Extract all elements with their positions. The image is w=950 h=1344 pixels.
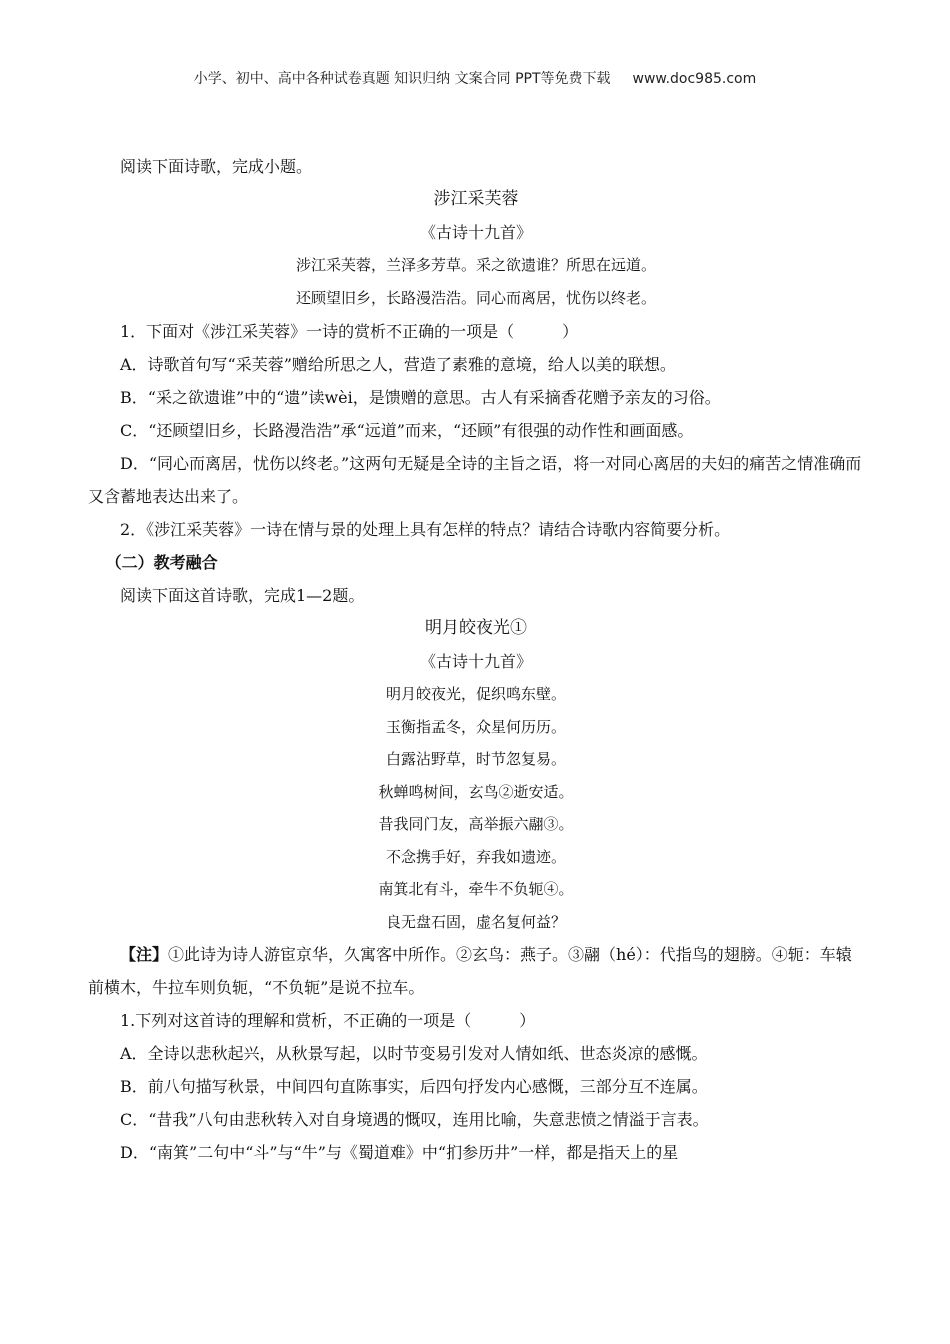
section2-option-b: B．前八句描写秋景，中间四句直陈事实，后四句抒发内心感慨，三部分互不连属。	[120, 1077, 708, 1096]
poem2-line: 明月皎夜光，促织鸣东壁。	[385, 685, 566, 703]
page-header	[0, 68, 950, 88]
section2-intro: 阅读下面这首诗歌，完成1—2题。	[120, 586, 365, 605]
section1-question-2: 2．《涉江采芙蓉》一诗在情与景的处理上具有怎样的特点？请结合诗歌内容简要分析。	[120, 520, 731, 539]
poem2-line: 南箕北有斗，牵牛不负轭④。	[378, 880, 574, 898]
poem2-line: 秋蝉鸣树间，玄鸟②逝安适。	[378, 782, 574, 801]
section2-option-c: C．“昔我”八句由悲秋转入对自身境遇的慨叹，连用比喻，失意悲愤之情溢于言表。	[120, 1110, 709, 1129]
poem1-source: 《古诗十九首》	[419, 223, 532, 242]
poem2-line: 良无盘石固，虚名复何益？	[385, 912, 566, 931]
header-site-link[interactable]: www.doc985.com	[632, 71, 757, 87]
section2-heading: （二）教考融合	[105, 553, 218, 572]
section2-note	[88, 938, 864, 1004]
poem2-line: 白露沾野草，时节忽复易。	[385, 750, 566, 768]
poem2-line: 昔我同门友，高举振六翮③。	[378, 815, 574, 833]
note-text: ①此诗为诗人游宦京华，久寓客中所作。②玄鸟：燕子。③翮（hé）：代指鸟的翅膀。④轭：车辕前横木，牛拉车则负轭，“不负轭”是说不拉车。	[88, 945, 852, 997]
poem1-line: 还顾望旧乡，长路漫浩浩。同心而离居，忧伤以终老。	[295, 289, 656, 307]
section2-question-1: 1.下列对这首诗的理解和赏析，不正确的一项是（ ）	[120, 1011, 536, 1030]
section1-option-a: A．诗歌首句写“采芙蓉”赠给所思之人，营造了素雅的意境，给人以美的联想。	[120, 355, 676, 374]
section1-option-c: C．“还顾望旧乡，长路漫浩浩”承“远道”而来，“还顾”有很强的动作性和画面感。	[120, 421, 694, 440]
poem1-title: 涉江采芙蓉	[433, 189, 519, 209]
poem1-line: 涉江采芙蓉，兰泽多芳草。采之欲遗谁？所思在远道。	[295, 256, 656, 274]
document-body	[88, 150, 864, 1169]
poem2-source: 《古诗十九首》	[419, 652, 532, 671]
section1-option-b: B．“采之欲遗谁”中的“遗”读wèi，是馈赠的意思。古人有采摘香花赠予亲友的习俗。	[120, 388, 721, 407]
section1-question-1: 1．下面对《涉江采芙蓉》一诗的赏析不正确的一项是（ ）	[120, 322, 579, 341]
section2-option-d: D．“南箕”二句中“斗”与“牛”与《蜀道难》中“扪参历井”一样，都是指天上的星	[120, 1143, 679, 1162]
note-label: 【注】	[120, 945, 169, 964]
section2-option-a: A．全诗以悲秋起兴，从秋景写起，以时节变易引发对人情如纸、世态炎凉的感慨。	[120, 1044, 708, 1063]
poem2-line: 玉衡指孟冬，众星何历历。	[385, 717, 566, 736]
section1-intro: 阅读下面诗歌，完成小题。	[120, 157, 313, 176]
section1-option-d: D．“同心而离居，忧伤以终老。”这两句无疑是全诗的主旨之语，将一对同心离居的夫妇的痛苦之情准确而又含蓄地表达出来了。	[88, 454, 862, 506]
header-text: 小学、初中、高中各种试卷真题 知识归纳 文案合同 PPT等免费下载	[193, 71, 611, 87]
poem2-title: 明月皎夜光①	[425, 618, 527, 638]
poem2-line: 不念携手好，弃我如遗迹。	[385, 847, 566, 866]
